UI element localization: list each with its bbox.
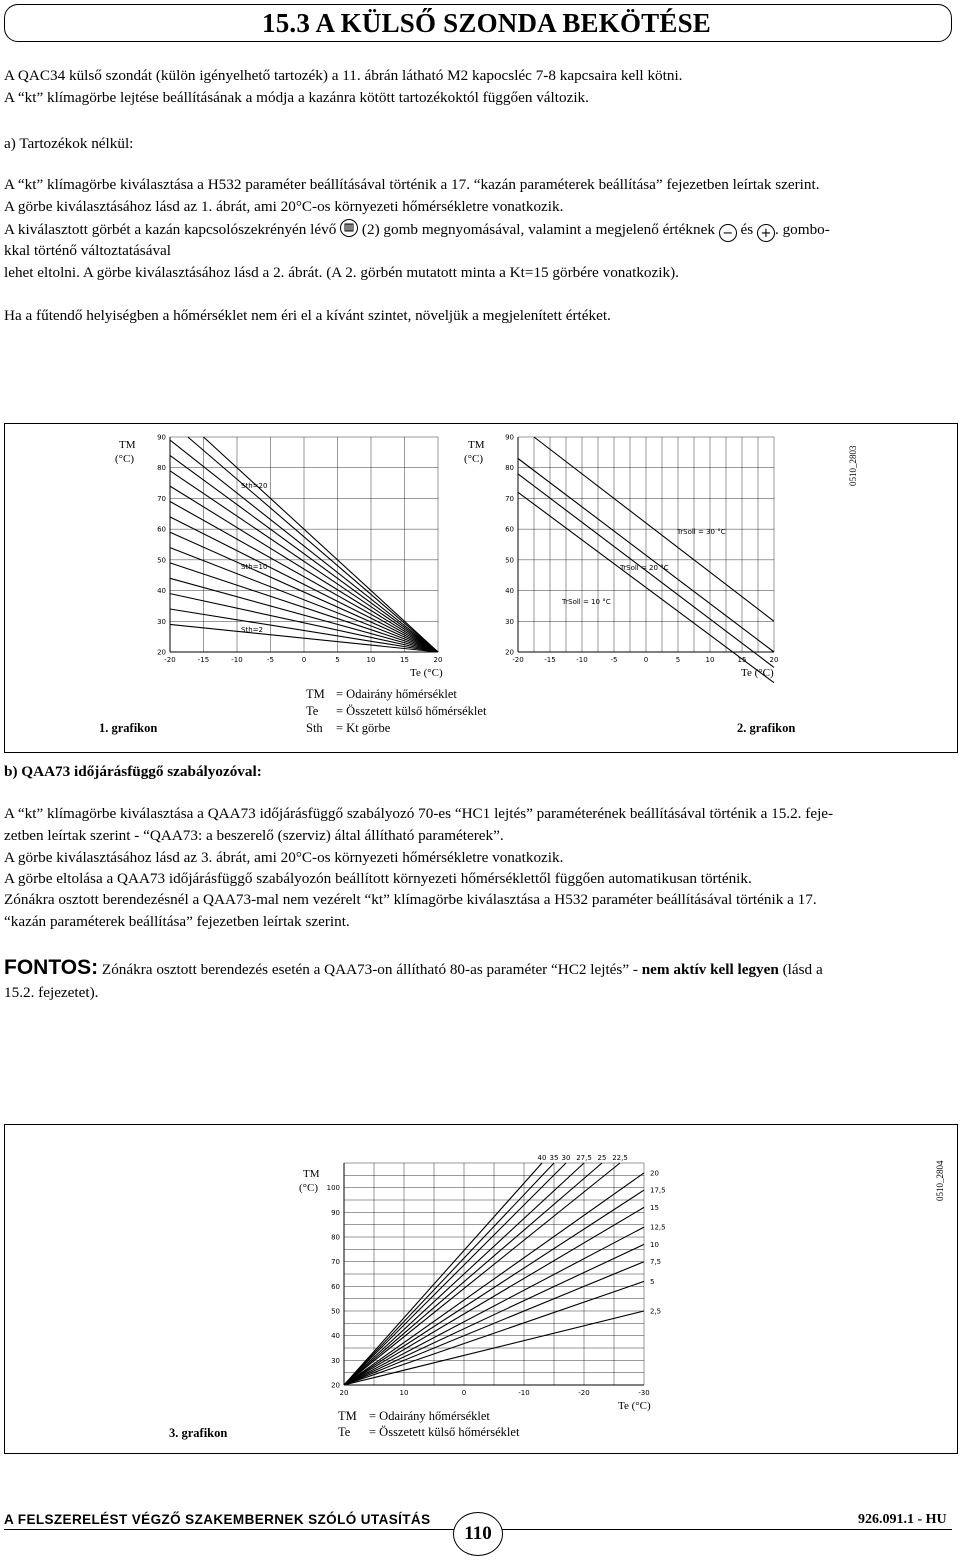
section-b-line-4: A görbe eltolása a QAA73 időjárásfüggő szabályozón beállított környezeti hőmérséklettől függően automatikusan történik.	[4, 870, 752, 887]
footer-doc-code: 926.091.1 - HU	[858, 1512, 947, 1527]
fontos-text-1: Zónákra osztott berendezés esetén a QAA73-on állítható 80-as paraméter “HC2 lejtés” -	[98, 961, 642, 978]
section-a-line-2: A görbe kiválasztásához lásd az 1. ábrát, ami 20°C-os környezeti hőmérsékletre vonatkozik.	[4, 198, 564, 215]
chart-2-label-trsoll20: TrSoll = 20 °C	[620, 564, 669, 572]
page-number: 110	[453, 1512, 503, 1556]
section-a-line-3-part-2: (2) gomb megnyomásával, valamint a megjelenő értéknek	[361, 221, 715, 238]
figure-3-legend-te-key: Te	[338, 1425, 351, 1439]
chart-3-ylabel-tm: TM	[303, 1168, 320, 1180]
chart3-ytick-5: 70	[331, 1258, 340, 1267]
fontos-line-1	[4, 958, 823, 980]
figure-3-legend-tm-key: TM	[338, 1409, 357, 1423]
intro-line-2: A “kt” klímagörbe lejtése beállításának a módja a kazánra kötött tartozékoktól függően változik.	[4, 89, 589, 106]
section-b-line-1: A “kt” klímagörbe kiválasztása a QAA73 időjárásfüggő szabályozó 70-es “HC1 lejtés” paraméterének beállításával történik a 15.2. feje-	[4, 805, 834, 822]
chart-3-right-label-5: 7,5	[650, 1258, 662, 1267]
section-b-line-6: “kazán paraméterek beállítása” fejezetben leírtak szerint.	[4, 913, 350, 930]
chart-2-ylabel-tm: TM	[468, 439, 485, 451]
intro-line-1: A QAC34 külső szondát (külön igényelhető tartozék) a 11. ábrán látható M2 kapocsléc 7-8 kapcsaira kell kötni.	[4, 67, 683, 84]
fontos-text-2: (lásd a	[778, 961, 823, 978]
chart2-ytick-1: 30	[505, 617, 514, 626]
figure-1-legend-tm-key: TM	[306, 687, 325, 701]
chart-3-right-label-3: 12,5	[650, 1223, 666, 1232]
chart3-ytick-6: 80	[331, 1233, 340, 1242]
figure-1-legend-sth-value: = Kt görbe	[336, 721, 391, 735]
chart3-ytick-3: 50	[331, 1307, 340, 1316]
figure-3-code: 0510_2804	[935, 1160, 945, 1201]
chart-3-right-label-2: 15	[650, 1203, 659, 1212]
figure-3-caption: 3. grafikon	[169, 1426, 228, 1440]
figure-3-panel	[4, 1124, 958, 1454]
chart1-xtick-7: 15	[400, 656, 409, 664]
chart-3-top-label-1: 35	[549, 1154, 559, 1162]
figure-3-legend-te-value: = Összetett külső hőmérséklet	[369, 1425, 520, 1439]
chart-3-ylabel-unit: (°C)	[299, 1182, 319, 1194]
chart2-xtick-5: 5	[675, 656, 681, 664]
fontos-line-2: 15.2. fejezetet).	[4, 984, 99, 1001]
chart1-xtick-5: 5	[335, 656, 340, 664]
chart3-ytick-2: 40	[331, 1332, 340, 1341]
chart-1-annotation-sth2: Sth=2	[241, 626, 263, 634]
chart3-xtick-3: -10	[518, 1389, 530, 1397]
chart-3	[299, 1154, 666, 1412]
chart3-ytick-4: 60	[331, 1282, 340, 1291]
figure-3-legend-tm-value: = Odairány hőmérséklet	[369, 1409, 490, 1423]
chart2-xtick-4: 0	[643, 656, 649, 664]
plus-circle-icon: +	[757, 224, 775, 242]
chart2-xtick-2: -10	[576, 656, 588, 664]
chart-3-xlabel: Te (°C)	[618, 1400, 651, 1412]
chart-3-top-label-5: 22,5	[612, 1154, 628, 1162]
chart1-xtick-6: 10	[366, 656, 376, 664]
chart2-ytick-5: 70	[505, 494, 514, 503]
figure-1-caption-1: 1. grafikon	[99, 721, 158, 735]
chart-3-top-label-4: 25	[597, 1154, 607, 1162]
chart1-xtick-0: -20	[164, 656, 176, 664]
chart1-ytick-1: 30	[157, 617, 166, 626]
chart1-xtick-1: -15	[197, 656, 210, 664]
chart3-xtick-2: 0	[461, 1389, 467, 1397]
figure-1-panel	[4, 423, 958, 753]
chart2-xtick-7: 15	[737, 656, 747, 664]
chart3-xtick-5: -30	[638, 1389, 650, 1397]
chart3-ytick-7: 90	[331, 1208, 340, 1217]
chart1-xtick-4: 0	[301, 656, 307, 664]
chart1-ytick-2: 40	[157, 587, 166, 596]
chart1-ytick-0: 20	[157, 648, 166, 657]
chart-3-right-label-0: 20	[650, 1169, 659, 1178]
chart-3-right-label-4: 10	[650, 1240, 659, 1249]
chart-2	[464, 434, 778, 683]
chart-3-top-label-2: 30	[561, 1154, 571, 1162]
chart2-ytick-7: 90	[505, 433, 514, 442]
figure-1-caption-2: 2. grafikon	[737, 721, 796, 735]
section-a-line-5: lehet eltolni. A görbe kiválasztásához lásd a 2. ábrát. (A 2. görbén mutatott minta a Kt=15 görbére vonatkozik).	[4, 264, 679, 281]
fontos-label: FONTOS:	[4, 956, 99, 979]
figure-1-legend-sth-key: Sth	[306, 721, 323, 735]
section-a-line-3	[4, 219, 830, 242]
section-a-line-6: Ha a fűtendő helyiségben a hőmérséklet nem éri el a kívánt szintet, növeljük a megjelenített értéket.	[4, 307, 611, 324]
chart1-ytick-5: 70	[157, 494, 166, 503]
fontos-bold: nem aktív kell legyen	[641, 961, 779, 978]
chart3-xtick-1: 10	[399, 1389, 409, 1397]
chart3-ytick-8: 100	[326, 1184, 340, 1193]
chart-2-xlabel: Te (°C)	[741, 667, 774, 679]
chart2-ytick-0: 20	[505, 648, 514, 657]
chart2-xtick-6: 10	[705, 656, 715, 664]
chart1-ytick-6: 80	[157, 464, 166, 473]
section-a-line-3-es: és	[740, 221, 754, 238]
section-b-line-2: zetben leírtak szerint - “QAA73: a beszerelő (szerviz) által állítható paraméterek”.	[4, 827, 504, 844]
chart-1-annotation-sth10: Sth=10	[241, 563, 268, 571]
chart1-ytick-4: 60	[157, 525, 166, 534]
section-b-line-5: Zónákra osztott berendezésnél a QAA73-mal nem vezérelt “kt” klímagörbe kiválasztása a H532 paraméter beállításával történik a 17.	[4, 891, 817, 908]
chart3-ytick-0: 20	[331, 1381, 340, 1390]
footer-left-text: A FELSZERELÉST VÉGZŐ SZAKEMBERNEK SZÓLÓ UTASÍTÁS	[4, 1512, 431, 1527]
chart2-xtick-8: 20	[769, 656, 779, 664]
figure-1-legend-te-key: Te	[306, 704, 319, 718]
chart-1-xlabel: Te (°C)	[410, 667, 443, 679]
chart2-xtick-0: -20	[512, 656, 524, 664]
chart2-ytick-6: 80	[505, 464, 514, 473]
chart1-xtick-2: -10	[231, 656, 243, 664]
section-a-heading: a) Tartozékok nélkül:	[4, 135, 134, 152]
chart-1-ylabel-tm: TM	[119, 439, 136, 451]
section-title: 15.3 A KÜLSŐ SZONDA BEKÖTÉSE	[262, 8, 711, 38]
chart-3-right-label-7: 2,5	[650, 1307, 662, 1316]
section-a-line-3-part-1: A kiválasztott görbét a kazán kapcsolószekrényén lévő	[4, 221, 337, 238]
figure-1-legend-tm-value: = Odairány hőmérséklet	[336, 687, 457, 701]
chart-2-label-trsoll30: TrSoll = 30 °C	[677, 528, 726, 536]
section-a-line-1: A “kt” klímagörbe kiválasztása a H532 paraméter beállításával történik a 17. “kazán paraméterek beállítása” fejezetben leírtak szerint.	[4, 176, 820, 193]
minus-circle-icon: −	[719, 224, 737, 242]
figure-1-code: 0510_2803	[848, 445, 858, 486]
chart-3-top-label-3: 27,5	[576, 1154, 592, 1162]
section-b-line-3: A görbe kiválasztásához lásd az 3. ábrát, ami 20°C-os környezeti hőmérsékletre vonatkozik.	[4, 849, 564, 866]
chart-3-top-label-0: 40	[537, 1154, 547, 1162]
chart-2-label-trsoll10: TrSoll = 10 °C	[562, 598, 611, 606]
chart2-ytick-2: 40	[505, 587, 514, 596]
chart-2-ylabel-unit: (°C)	[464, 453, 484, 465]
chart1-ytick-3: 50	[157, 556, 166, 565]
chart3-xtick-0: 20	[339, 1389, 349, 1397]
chart2-xtick-1: -15	[544, 656, 556, 664]
chart1-xtick-8: 20	[433, 656, 443, 664]
chart2-ytick-3: 50	[505, 556, 514, 565]
chart-1-annotation-sth20: Sth=20	[241, 482, 268, 490]
chart1-xtick-3: -5	[267, 656, 274, 664]
chart-1	[115, 434, 443, 680]
figure-3-svg	[5, 1125, 959, 1455]
chart-1-ylabel-unit: (°C)	[115, 453, 135, 465]
section-a-line-3-part-3: . gombo-	[774, 221, 830, 238]
chart2-xtick-3: -5	[610, 656, 618, 664]
chart1-ytick-7: 90	[157, 433, 166, 442]
chart2-ytick-4: 60	[505, 525, 514, 534]
section-b-heading: b) QAA73 időjárásfüggő szabályozóval:	[4, 763, 262, 780]
radiator-button-icon	[340, 219, 358, 237]
chart3-ytick-1: 30	[331, 1356, 340, 1365]
figure-1-legend-te-value: = Összetett külső hőmérséklet	[336, 704, 487, 718]
chart-3-right-label-1: 17,5	[650, 1186, 666, 1195]
chart-3-right-label-6: 5	[650, 1277, 655, 1286]
section-a-line-4: kkal történő változtatásával	[4, 242, 171, 259]
chart3-xtick-4: -20	[578, 1389, 590, 1397]
